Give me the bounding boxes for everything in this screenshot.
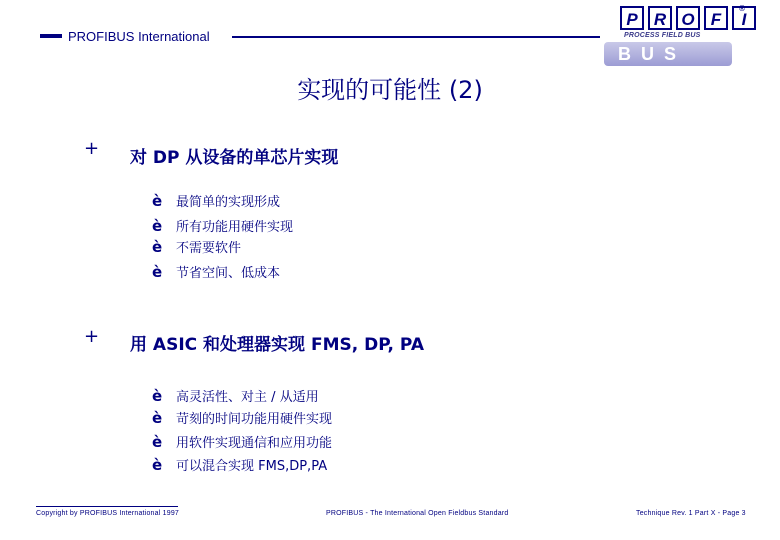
- slide-title: 实现的可能性 (2): [297, 76, 483, 104]
- logo-bus-block: [604, 42, 732, 66]
- profibus-logo: [596, 4, 752, 68]
- header-bar: [40, 34, 62, 38]
- bullet-text: 节省空间、低成本: [176, 266, 281, 281]
- logo-bus-letter-s: S: [664, 44, 677, 64]
- logo-letter-row: [620, 6, 756, 30]
- bullet-text: 用软件实现通信和应用功能: [176, 436, 333, 451]
- footer-standard: PROFIBUS - The International Open Fieldbus Standard: [326, 510, 509, 517]
- bullet-arrow-icon: è: [152, 387, 163, 405]
- footer-page-info: Technique Rev. 1 Part X - Page 3: [636, 510, 746, 517]
- logo-letter-f: F: [704, 6, 728, 30]
- section-2-bullet-3: [152, 432, 332, 454]
- section-1-bullet-2: [152, 216, 293, 238]
- section-2-heading: 用 ASIC 和处理器实现 FMS, DP, PA: [130, 335, 424, 355]
- bullet-text: 高灵活性、对主 / 从适用: [176, 390, 319, 405]
- bullet-arrow-icon: è: [152, 217, 163, 235]
- section-1-heading: 对 DP 从设备的单芯片实现: [130, 148, 339, 168]
- section-1-bullet-4: [152, 262, 280, 284]
- bullet-text: 苛刻的时间功能用硬件实现: [176, 412, 333, 427]
- section-2-marker: +: [84, 326, 100, 347]
- header-org-name: PROFIBUS International: [68, 29, 210, 44]
- logo-letter-p: P: [620, 6, 644, 30]
- section-2-bullet-4: [152, 455, 327, 477]
- header-rule: [232, 36, 600, 38]
- bullet-text: 可以混合实现 FMS,DP,PA: [176, 459, 328, 474]
- bullet-arrow-icon: è: [152, 263, 163, 281]
- bullet-arrow-icon: è: [152, 238, 163, 256]
- bullet-arrow-icon: è: [152, 192, 163, 210]
- bullet-text: 所有功能用硬件实现: [176, 220, 294, 235]
- section-1-bullet-3: [152, 237, 241, 259]
- section-1-marker: +: [84, 138, 100, 159]
- bullet-text: 不需要软件: [176, 241, 242, 256]
- footer-rule: [36, 506, 178, 507]
- logo-registered-mark: ®: [738, 4, 746, 13]
- bullet-text: 最简单的实现形成: [176, 195, 281, 210]
- bullet-arrow-icon: è: [152, 409, 163, 427]
- logo-letter-o: O: [676, 6, 700, 30]
- section-1-bullet-1: [152, 191, 280, 213]
- bullet-arrow-icon: è: [152, 433, 163, 451]
- logo-bus-letter-u: U: [641, 44, 654, 64]
- logo-bus-letter-b: B: [618, 44, 631, 64]
- section-2-bullet-1: [152, 386, 319, 408]
- footer-copyright: Copyright by PROFIBUS International 1997: [36, 510, 180, 517]
- logo-letter-r: R: [648, 6, 672, 30]
- bullet-arrow-icon: è: [152, 456, 163, 474]
- section-2-bullet-2: [152, 408, 332, 430]
- logo-subtitle: PROCESS FIELD BUS: [624, 32, 701, 39]
- logo-letter-i: I: [732, 6, 756, 30]
